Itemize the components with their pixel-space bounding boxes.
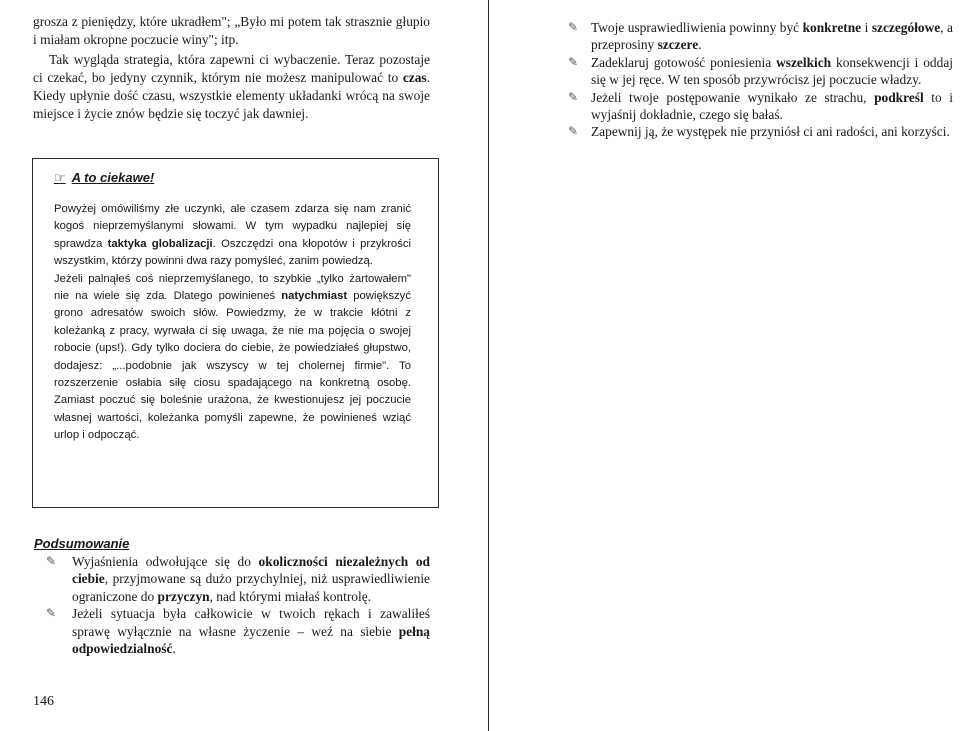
info-box-title: A to ciekawe! bbox=[71, 170, 155, 185]
pencil-icon: ✎ bbox=[568, 54, 579, 69]
tip-3-bold-1: podkreśl bbox=[874, 89, 924, 105]
paragraph-1: grosza z pieniędzy, które ukradłem"; „Było mi potem tak strasznie głupio i miałam okropne poczucie winy"; itp. bbox=[33, 14, 430, 47]
info-box-bold-1: taktyka globalizacji bbox=[107, 237, 213, 250]
pencil-icon: ✎ bbox=[568, 20, 579, 34]
tip-1-text-4: . bbox=[698, 37, 702, 53]
summary-1-text-2: , przyjmowane są dużo przychylniej, niż usprawiedliwienie ograniczone do bbox=[72, 571, 430, 604]
tip-3-text-1: Jeżeli twoje postępowanie wynikało ze strachu, bbox=[591, 89, 875, 105]
summary-2-text-1: Jeżeli sytuacja była całkowicie w twoich rękach i zawaliłeś sprawę wyłącznie na własne życzenie – weź na siebie bbox=[72, 606, 430, 639]
info-box-header bbox=[54, 170, 154, 186]
tip-4-text-1: Zapewnij ją, że występek nie przyniósł ci ani radości, ani korzyści. bbox=[591, 124, 950, 140]
tip-item-4 bbox=[568, 123, 953, 140]
pencil-icon: ✎ bbox=[568, 89, 579, 104]
pencil-icon: ✎ bbox=[46, 554, 57, 568]
info-box-bold-2: natychmiast bbox=[281, 290, 348, 303]
pencil-icon: ✎ bbox=[46, 606, 57, 621]
summary-item-2 bbox=[46, 605, 430, 657]
summary-2-bold-1: pełną odpowiedzialność bbox=[72, 623, 430, 657]
summary-1-text-3: , nad którymi miałaś kontrolę. bbox=[209, 588, 371, 604]
page-gutter bbox=[488, 0, 489, 731]
info-box-text bbox=[54, 201, 411, 445]
paragraph-2 bbox=[33, 51, 430, 123]
tip-1-bold-3: szczere bbox=[657, 37, 699, 53]
tip-item-3 bbox=[568, 89, 953, 124]
tip-1-text-3: , a przeprosiny bbox=[591, 20, 953, 53]
pointing-hand-icon: ☞ bbox=[54, 170, 66, 185]
summary-list bbox=[46, 553, 430, 657]
tip-2-text-2: konsekwencji i oddaj się w jej ręce. W ten sposób przywrócisz jej poczucie władzy. bbox=[591, 54, 953, 88]
tip-1-text-2: i bbox=[861, 20, 872, 35]
tip-1-text-1: Twoje usprawiedliwienia powinny być bbox=[591, 20, 803, 35]
paragraph-2-emphasis: czas bbox=[402, 70, 427, 85]
summary-2-text-2: . bbox=[172, 641, 176, 657]
tips-list bbox=[568, 19, 953, 141]
page-number: 146 bbox=[33, 694, 54, 709]
info-box-text-2: . Oszczędzi ona kłopotów i przykrości wszystkim, którzy powinni dwa razy pomyśleć, zanim powiedzą. bbox=[54, 237, 411, 268]
info-box-text-1: Powyżej omówiliśmy złe uczynki, ale czasem zdarza się nam zranić kogoś nieprzemyślanymi słowami. W tym wypadku najlepiej się sprawdza bbox=[54, 203, 411, 250]
summary-1-text-1: Wyjaśnienia odwołujące się do bbox=[72, 554, 259, 569]
summary-1-bold-2: przyczyn bbox=[157, 588, 210, 604]
tip-item-1 bbox=[568, 19, 953, 54]
left-page bbox=[0, 0, 488, 731]
paragraph-2-text-2: . Kiedy upłynie dość czasu, wszystkie elementy układanki wrócą na swoje miejsce i życie znów będzie się toczyć jak dawniej. bbox=[33, 70, 430, 121]
pencil-icon: ✎ bbox=[568, 124, 579, 139]
tip-1-bold-1: konkretne bbox=[802, 20, 862, 35]
tip-2-bold-1: wszelkich bbox=[776, 54, 832, 70]
summary-item-1 bbox=[46, 553, 430, 605]
info-box-text-3: Jeżeli palnąłeś coś nieprzemyślanego, to szybkie „tylko żartowałem" nie na wiele się zda. Dlatego powinieneś bbox=[54, 272, 411, 303]
tip-2-text-1: Zadeklaruj gotowość poniesienia bbox=[591, 54, 777, 70]
tip-1-bold-2: szczegółowe bbox=[871, 20, 941, 35]
tip-item-2 bbox=[568, 54, 953, 89]
tip-3-text-2: to i wyjaśnij dokładnie, czego się bałaś. bbox=[591, 89, 953, 123]
summary-title: Podsumowanie bbox=[34, 536, 130, 551]
info-box bbox=[32, 158, 439, 508]
info-box-text-4: powiększyć grono adresatów swoich słów. Powiedzmy, że w trakcie kłótni z koleżanką z pracy, wyrwała ci się uwaga, że nie ma pojęcia o swojej robocie (ups!). Gdy tylko dociera do ciebie, że powiedziałeś głupstwo, dodajesz: „...podobnie jak wszyscy w tej cholernej firmie". To rozszerzenie osłabia siłę ciosu spadającego na konkretną osobę. Zamiast poczuć się boleśnie urażona, że kwestionujesz jej poczucie własnej wartości, koleżanka pomyśli zapewne, że powinieneś wziąć urlop i odpocząć. bbox=[54, 290, 411, 442]
summary-1-bold-1: okoliczności niezależnych od ciebie bbox=[72, 554, 430, 587]
right-page bbox=[490, 0, 980, 731]
paragraph-2-text-1: Tak wygląda strategia, która zapewni ci wybaczenie. Teraz pozostaje ci czekać, bo jedyny czynnik, którym nie możesz manipulować to bbox=[33, 52, 430, 85]
